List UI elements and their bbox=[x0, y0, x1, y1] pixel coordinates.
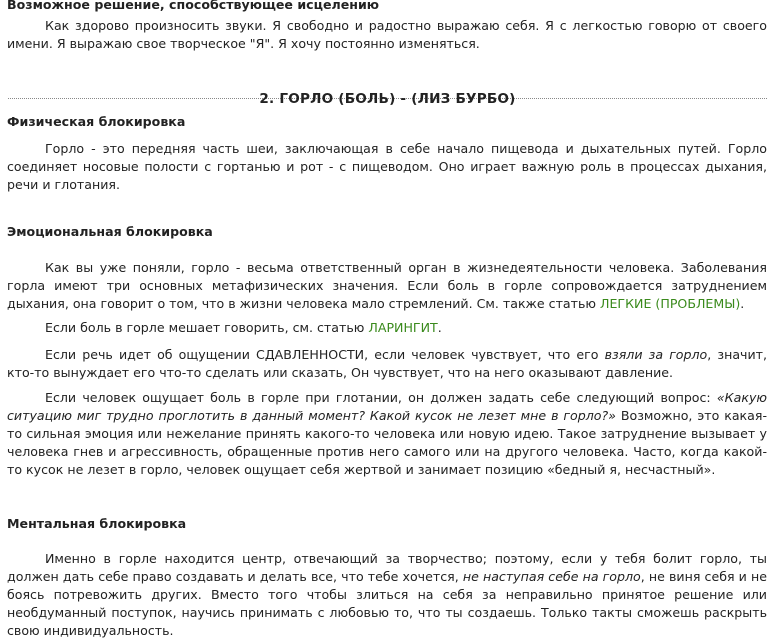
section-heading: Ментальная блокировка bbox=[7, 516, 187, 531]
paragraph bbox=[7, 259, 767, 313]
paragraph-text: Возможно, это какая-то сильная эмоция или нежелание принять какого-то человека или новую идею. Такое затруднение вызывает у человека гнев и агрессивность, обращенные против него самого или на другого человека. Часто, когда какой-то кусок не лезет в горло, человек ощущает себя жертвой и занимает позицию «бедный я, несчастный». bbox=[7, 408, 767, 477]
paragraph-end: . bbox=[740, 296, 745, 311]
paragraph bbox=[7, 550, 767, 640]
paragraph-text: Если человек ощущает боль в горле при глотании, он должен задать себе следующий вопрос: bbox=[45, 390, 717, 405]
paragraph-text: Если речь идет об ощущении СДАВЛЕННОСТИ, если человек чувствует, что его bbox=[45, 347, 605, 362]
section-mental bbox=[7, 515, 767, 533]
emphasis: не наступая себе на горло bbox=[462, 569, 641, 584]
paragraph-text: , значит, кто-то вынуждает его что-то сделать или сказать, Он чувствует, что на него оказывают давление. bbox=[7, 347, 768, 380]
section-heading: Возможное решение, способствующее исцелению bbox=[7, 0, 380, 12]
section-solution bbox=[7, 0, 767, 14]
section-emotional bbox=[7, 223, 767, 241]
paragraph-text: Как вы уже поняли, горло - весьма ответственный орган в жизнедеятельности человека. Заболевания горла имеют три основных метафизических значения. Если боль в горле сопровождается затруднением дыхания, она говорит о том, что в жизни человека мало стремлений. См. также статью bbox=[7, 260, 767, 311]
emotional-p2 bbox=[7, 319, 767, 337]
link-laryngitis[interactable]: ЛАРИНГИТ bbox=[368, 320, 438, 335]
emphasis: «Какую ситуацию миг трудно проглотить в данный момент? Какой кусок не лезет мне в горло?» bbox=[7, 390, 767, 423]
section-heading: Физическая блокировка bbox=[7, 114, 186, 129]
paragraph-text: , не виня себя и не боясь потревожить других. Вместо того чтобы злиться на себя за неправильно принятое решение или необдуманный поступок, научись принимать с любовью то, что ты создаешь. Только такты сможешь раскрыть свою индивидуальность. bbox=[7, 569, 767, 638]
paragraph bbox=[7, 346, 767, 382]
paragraph-text: Именно в горле находится центр, отвечающий за творчество; поэтому, если у тебя болит горло, ты должен дать себе право создавать и делать все, что тебе хочется, bbox=[7, 551, 767, 584]
link-lungs[interactable]: ЛЕГКИЕ (ПРОБЛЕМЫ) bbox=[600, 296, 741, 311]
mental-p1 bbox=[7, 550, 767, 640]
emphasis: взяли за горло bbox=[604, 347, 708, 362]
paragraph bbox=[7, 319, 767, 337]
paragraph bbox=[7, 389, 767, 479]
paragraph-text: Если боль в горле мешает говорить, см. статью bbox=[45, 320, 369, 335]
emotional-p4 bbox=[7, 389, 767, 479]
paragraph: Как здорово произносить звуки. Я свободно и радостно выражаю себя. Я с легкостью говорю от своего имени. Я выражаю свое творческое "Я". Я хочу постоянно изменяться. bbox=[7, 18, 767, 51]
section-physical bbox=[7, 113, 767, 131]
emotional-p3 bbox=[7, 346, 767, 382]
section-physical-body bbox=[7, 140, 767, 194]
paragraph-end: . bbox=[437, 320, 442, 335]
paragraph: Горло - это передняя часть шеи, заключающая в себе начало пищевода и дыхательных путей. Горло соединяет носовые полости с гортанью и рот - с пищеводом. Оно играет важную роль в процессах дыхания, речи и глотания. bbox=[7, 141, 767, 192]
section-heading: Эмоциональная блокировка bbox=[7, 224, 213, 239]
chapter-title: 2. ГОРЛО (БОЛЬ) - (ЛИЗ БУРБО) bbox=[259, 91, 516, 107]
emotional-p1 bbox=[7, 259, 767, 313]
section-solution-body bbox=[7, 17, 767, 53]
